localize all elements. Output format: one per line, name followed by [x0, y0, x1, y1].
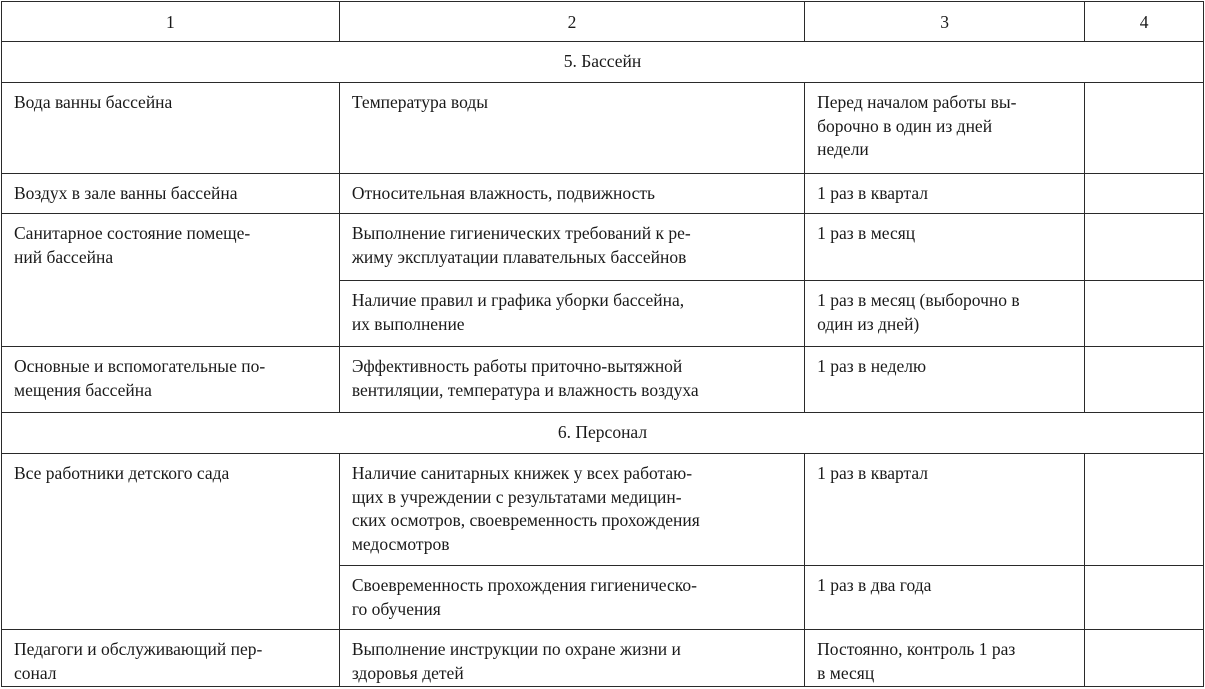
note-text: [1097, 281, 1191, 289]
note-cell: [1085, 174, 1204, 214]
note-text: [1097, 214, 1191, 222]
frequency-cell: [805, 83, 1085, 174]
indicator-cell: [339, 83, 804, 174]
column-header-4: 4: [1085, 2, 1204, 42]
note-text: [1097, 630, 1191, 638]
table-row: [2, 630, 1204, 687]
frequency-text: 1 раз в квартал: [817, 183, 929, 203]
indicator-text: Эффективность работы приточно-вытяжной вентиляции, температура и влажность воздуха: [351, 356, 699, 400]
object-cell: [2, 83, 340, 174]
indicator-text: Температура воды: [351, 92, 488, 112]
object-cell: [2, 214, 340, 347]
indicator-cell: [339, 566, 804, 630]
frequency-text: 1 раз в два года: [817, 575, 932, 595]
frequency-text: 1 раз в месяц (выборочно в один из дней): [817, 290, 1020, 334]
note-text: [1097, 566, 1191, 574]
frequency-cell: [805, 281, 1085, 347]
note-text: [1097, 454, 1191, 462]
note-cell: [1085, 630, 1204, 687]
note-text: [1097, 174, 1191, 182]
note-text: [1097, 347, 1191, 355]
note-cell: [1085, 454, 1204, 566]
note-cell: [1085, 566, 1204, 630]
note-cell: [1085, 347, 1204, 413]
indicator-cell: [339, 174, 804, 214]
table-row: [2, 454, 1204, 566]
object-cell: [2, 347, 340, 413]
header-row: [2, 2, 1204, 42]
frequency-text: 1 раз в месяц: [817, 223, 916, 243]
column-header-2: 2: [339, 2, 804, 42]
object-cell: [2, 630, 340, 687]
table-row: [2, 174, 1204, 214]
object-text: Воздух в зале ванны бассейна: [14, 183, 238, 203]
frequency-cell: [805, 566, 1085, 630]
frequency-text: 1 раз в неделю: [817, 356, 927, 376]
frequency-text: 1 раз в квартал: [817, 463, 929, 483]
section-title-pool: 5. Бассейн: [2, 42, 1204, 83]
table-row: [2, 347, 1204, 413]
indicator-cell: [339, 630, 804, 687]
column-header-3: 3: [805, 2, 1085, 42]
frequency-cell: [805, 174, 1085, 214]
frequency-cell: [805, 630, 1085, 687]
indicator-cell: [339, 347, 804, 413]
indicator-text: Наличие правил и графика уборки бассейна, их выполнение: [351, 290, 685, 334]
indicator-cell: [339, 214, 804, 281]
object-text: Санитарное состояние помеще- ний бассейна: [14, 223, 251, 267]
object-text: Основные и вспомогательные по- мещения бассейна: [14, 356, 266, 400]
indicator-text: Своевременность прохождения гигиеническо- го обучения: [351, 575, 697, 619]
object-cell: [2, 454, 340, 630]
table-row: [2, 83, 1204, 174]
object-text: Вода ванны бассейна: [14, 92, 173, 112]
indicator-text: Наличие санитарных книжек у всех работаю- щих в учреждении с результатами медицин- ских осмотров, своевременность прохождения медосмотров: [351, 463, 700, 554]
object-cell: [2, 174, 340, 214]
section-header-row: [2, 42, 1204, 83]
monitoring-table: [1, 1, 1204, 687]
indicator-text: Выполнение гигиенических требований к ре- жиму эксплуатации плавательных бассейнов: [351, 223, 691, 267]
section-header-row: [2, 413, 1204, 454]
frequency-text: Постоянно, контроль 1 раз в месяц: [817, 639, 1016, 683]
note-text: [1097, 83, 1191, 91]
object-text: Все работники детского сада: [14, 463, 230, 483]
object-text: Педагоги и обслуживающий пер- сонал: [14, 639, 263, 683]
section-title-staff: 6. Персонал: [2, 413, 1204, 454]
table-row: [2, 214, 1204, 281]
frequency-cell: [805, 454, 1085, 566]
note-cell: [1085, 83, 1204, 174]
frequency-cell: [805, 347, 1085, 413]
indicator-text: Относительная влажность, подвижность: [351, 183, 655, 203]
note-cell: [1085, 281, 1204, 347]
indicator-text: Выполнение инструкции по охране жизни и здоровья детей: [351, 639, 681, 683]
note-cell: [1085, 214, 1204, 281]
indicator-cell: [339, 281, 804, 347]
column-header-1: 1: [2, 2, 340, 42]
indicator-cell: [339, 454, 804, 566]
frequency-text: Перед началом работы вы- борочно в один из дней недели: [817, 92, 1017, 159]
frequency-cell: [805, 214, 1085, 281]
